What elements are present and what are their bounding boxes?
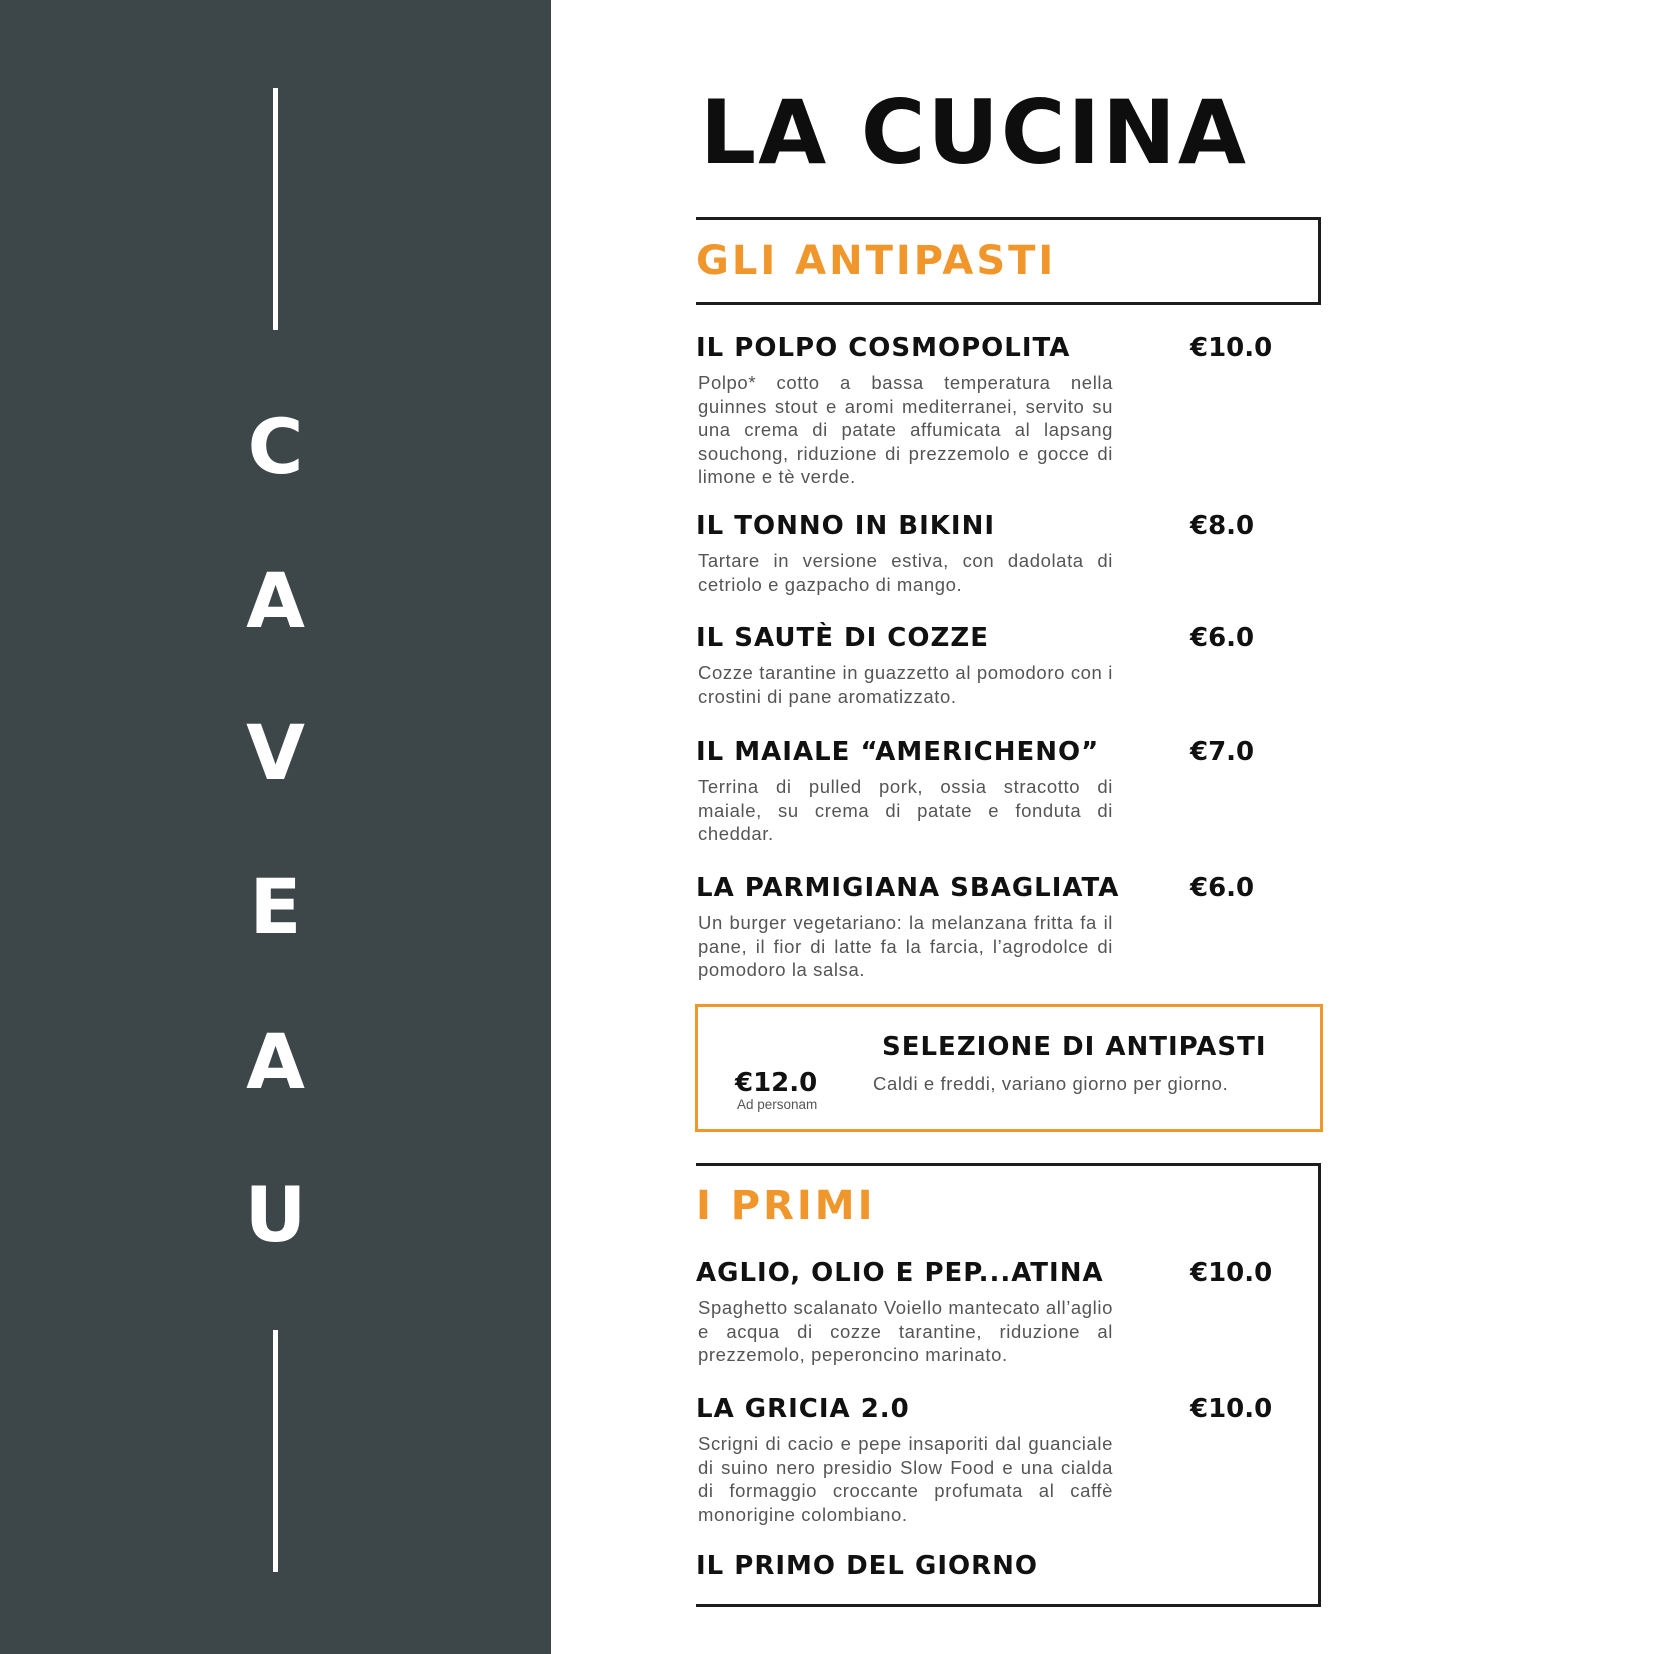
menu-item-description: Terrina di pulled pork, ossia stracotto di maiale, su crema di patate e fonduta di cheddar. [698,776,1113,844]
menu-item-price: €6.0 [1190,623,1255,653]
menu-item-description: Tartare in versione estiva, con dadolata di cetriolo e gazpacho di mango. [698,550,1113,595]
sidebar-divider-bottom [273,1330,278,1572]
sidebar-letter: V [246,708,305,797]
sidebar-letter: A [246,556,305,645]
menu-item-price: €10.0 [1190,1394,1273,1424]
menu-item-price: €10.0 [1190,333,1273,363]
primi-section-title: I PRIMI [696,1183,876,1229]
menu-item-description: Cozze tarantine in guazzetto al pomodoro con i crostini di pane aromatizzato. [698,662,1113,707]
selection-price: €12.0 [735,1068,818,1098]
sidebar-letter: E [249,862,302,951]
menu-item-name: IL PRIMO DEL GIORNO [696,1551,1039,1581]
antipasti-section-title: GLI ANTIPASTI [696,238,1057,284]
selection-price-note: Ad personam [737,1097,818,1112]
menu-item-description: Scrigni di cacio e pepe insaporiti dal guanciale di suino nero presidio Slow Food e una cialda di formaggio croccante profumata al caffè monorigine colombiano. [698,1433,1113,1525]
sidebar-divider-top [273,88,278,330]
selection-name: SELEZIONE DI ANTIPASTI [882,1032,1267,1062]
menu-item-name: IL MAIALE “AMERICHENO” [696,737,1100,767]
sidebar-panel [0,0,551,1654]
menu-item-description: Un burger vegetariano: la melanzana fritta fa il pane, il fior di latte fa la farcia, l’agrodolce di pomodoro la salsa. [698,912,1113,980]
menu-item-price: €7.0 [1190,737,1255,767]
menu-item-name: AGLIO, OLIO E PEP...ATINA [696,1258,1104,1288]
sidebar-letter: C [247,402,304,491]
menu-item-name: IL POLPO COSMOPOLITA [696,333,1071,363]
page-title: LA CUCINA [700,81,1248,184]
menu-item-description: Spaghetto scalanato Voiello mantecato all’aglio e acqua di cozze tarantine, riduzione al prezzemolo, peperoncino marinato. [698,1297,1113,1365]
menu-item-price: €6.0 [1190,873,1255,903]
menu-item-name: LA GRICIA 2.0 [696,1394,910,1424]
menu-item-name: LA PARMIGIANA SBAGLIATA [696,873,1120,903]
menu-item-price: €8.0 [1190,511,1255,541]
menu-item-name: IL SAUTÈ DI COZZE [696,623,989,653]
menu-item-description: Polpo* cotto a bassa temperatura nella guinnes stout e aromi mediterranei, servito su una crema di patate affumicata al lapsang souchong, riduzione di prezzemolo e gocce di limone e tè verde. [698,372,1113,487]
sidebar-letter: U [244,1170,307,1259]
selection-description: Caldi e freddi, variano giorno per giorno. [873,1073,1229,1094]
menu-item-price: €10.0 [1190,1258,1273,1288]
menu-item-name: IL TONNO IN BIKINI [696,511,996,541]
sidebar-letter: A [246,1017,305,1106]
